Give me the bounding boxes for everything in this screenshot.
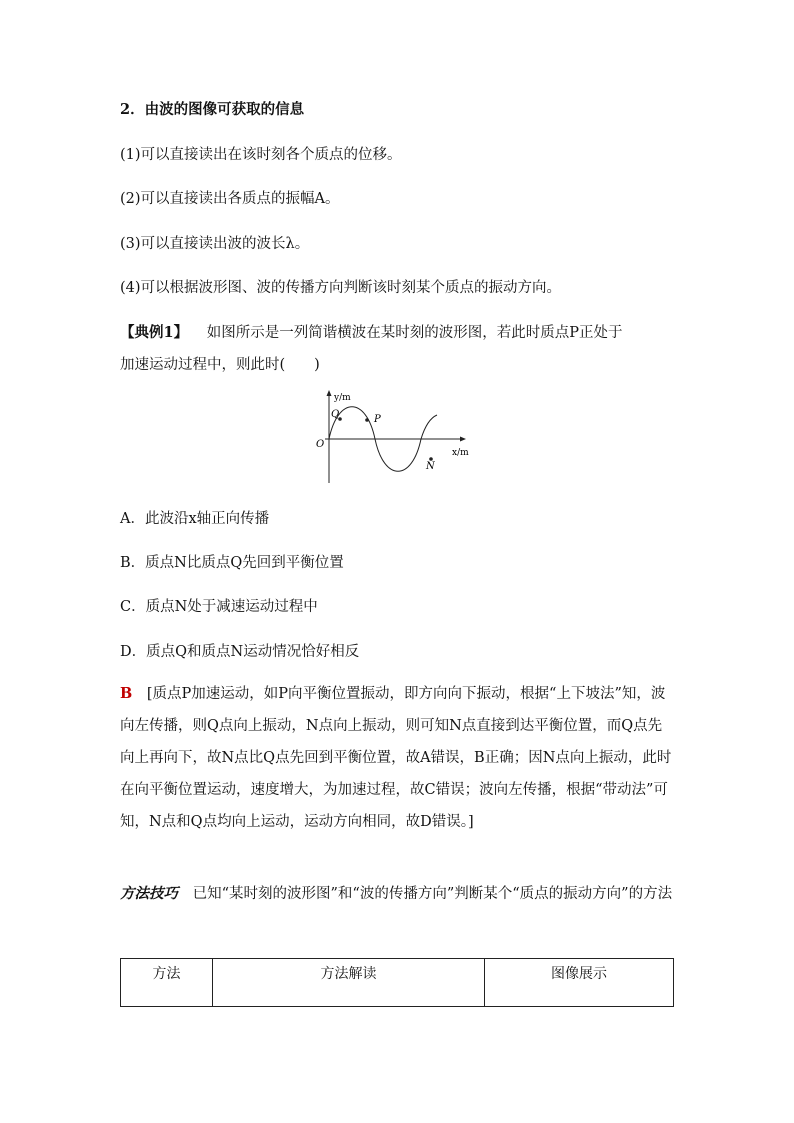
table-header-interpretation: 方法解读 [213, 959, 485, 1007]
example-stem-line1: 如图所示是一列简谐横波在某时刻的波形图，若此时质点P正处于 [206, 325, 623, 341]
option-b: B．质点N比质点Q先回到平衡位置 [120, 555, 344, 571]
method-tag: 方法技巧 [120, 885, 178, 902]
table-header-method: 方法 [121, 959, 213, 1007]
answer-text: [质点P加速运动，如P向平衡位置振动，即方向向下振动，根据“上下坡法”知，波向左传播，则Q点向上振动，N点向上振动，则可知N点直接到达平衡位置，而Q点先向上再向下，故N点比Q点先回到平衡位置，故A错误，B正确；因N点向上振动，此时在向平衡位置运动，速度增大，为加速过程，故C错误；波向左传播，根据“带动法”可知，N点和Q点均向上运动，运动方向相同，故D错误。] [120, 686, 672, 830]
wave-figure [300, 388, 490, 488]
label-q: Q [331, 409, 340, 420]
y-axis-arrow [327, 390, 332, 396]
y-axis-label: y/m [334, 393, 351, 403]
option-c: C．质点N处于减速运动过程中 [120, 599, 318, 615]
table-header-image: 图像展示 [485, 959, 674, 1007]
example-stem-line2: 加速运动过程中，则此时( ) [120, 357, 320, 373]
label-p: P [374, 414, 381, 425]
section-heading: 2．由波的图像可获取的信息 [120, 101, 305, 118]
info-item-2: (2)可以直接读出各质点的振幅A。 [120, 191, 340, 207]
info-item-1: (1)可以直接读出在该时刻各个质点的位移。 [120, 147, 402, 163]
option-a: A．此波沿x轴正向传播 [120, 511, 270, 527]
answer-explanation [120, 678, 676, 838]
method-text: 已知“某时刻的波形图”和“波的传播方向”判断某个“质点的振动方向”的方法 [192, 886, 673, 902]
method-tip [120, 878, 676, 910]
x-axis-label: x/m [452, 448, 469, 458]
option-d: D．质点Q和质点N运动情况恰好相反 [120, 644, 360, 660]
point-p [365, 418, 369, 422]
example-tag: 【典例1】 [120, 324, 189, 341]
label-n: N [426, 461, 435, 472]
table-header-row [121, 959, 674, 1007]
answer-letter: B [120, 685, 133, 702]
origin-label: O [316, 439, 325, 450]
method-table [120, 958, 674, 1007]
info-item-3: (3)可以直接读出波的波长λ。 [120, 236, 310, 252]
x-axis-arrow [460, 437, 466, 442]
info-item-4: (4)可以根据波形图、波的传播方向判断该时刻某个质点的振动方向。 [120, 280, 562, 296]
example-stem [120, 321, 622, 342]
